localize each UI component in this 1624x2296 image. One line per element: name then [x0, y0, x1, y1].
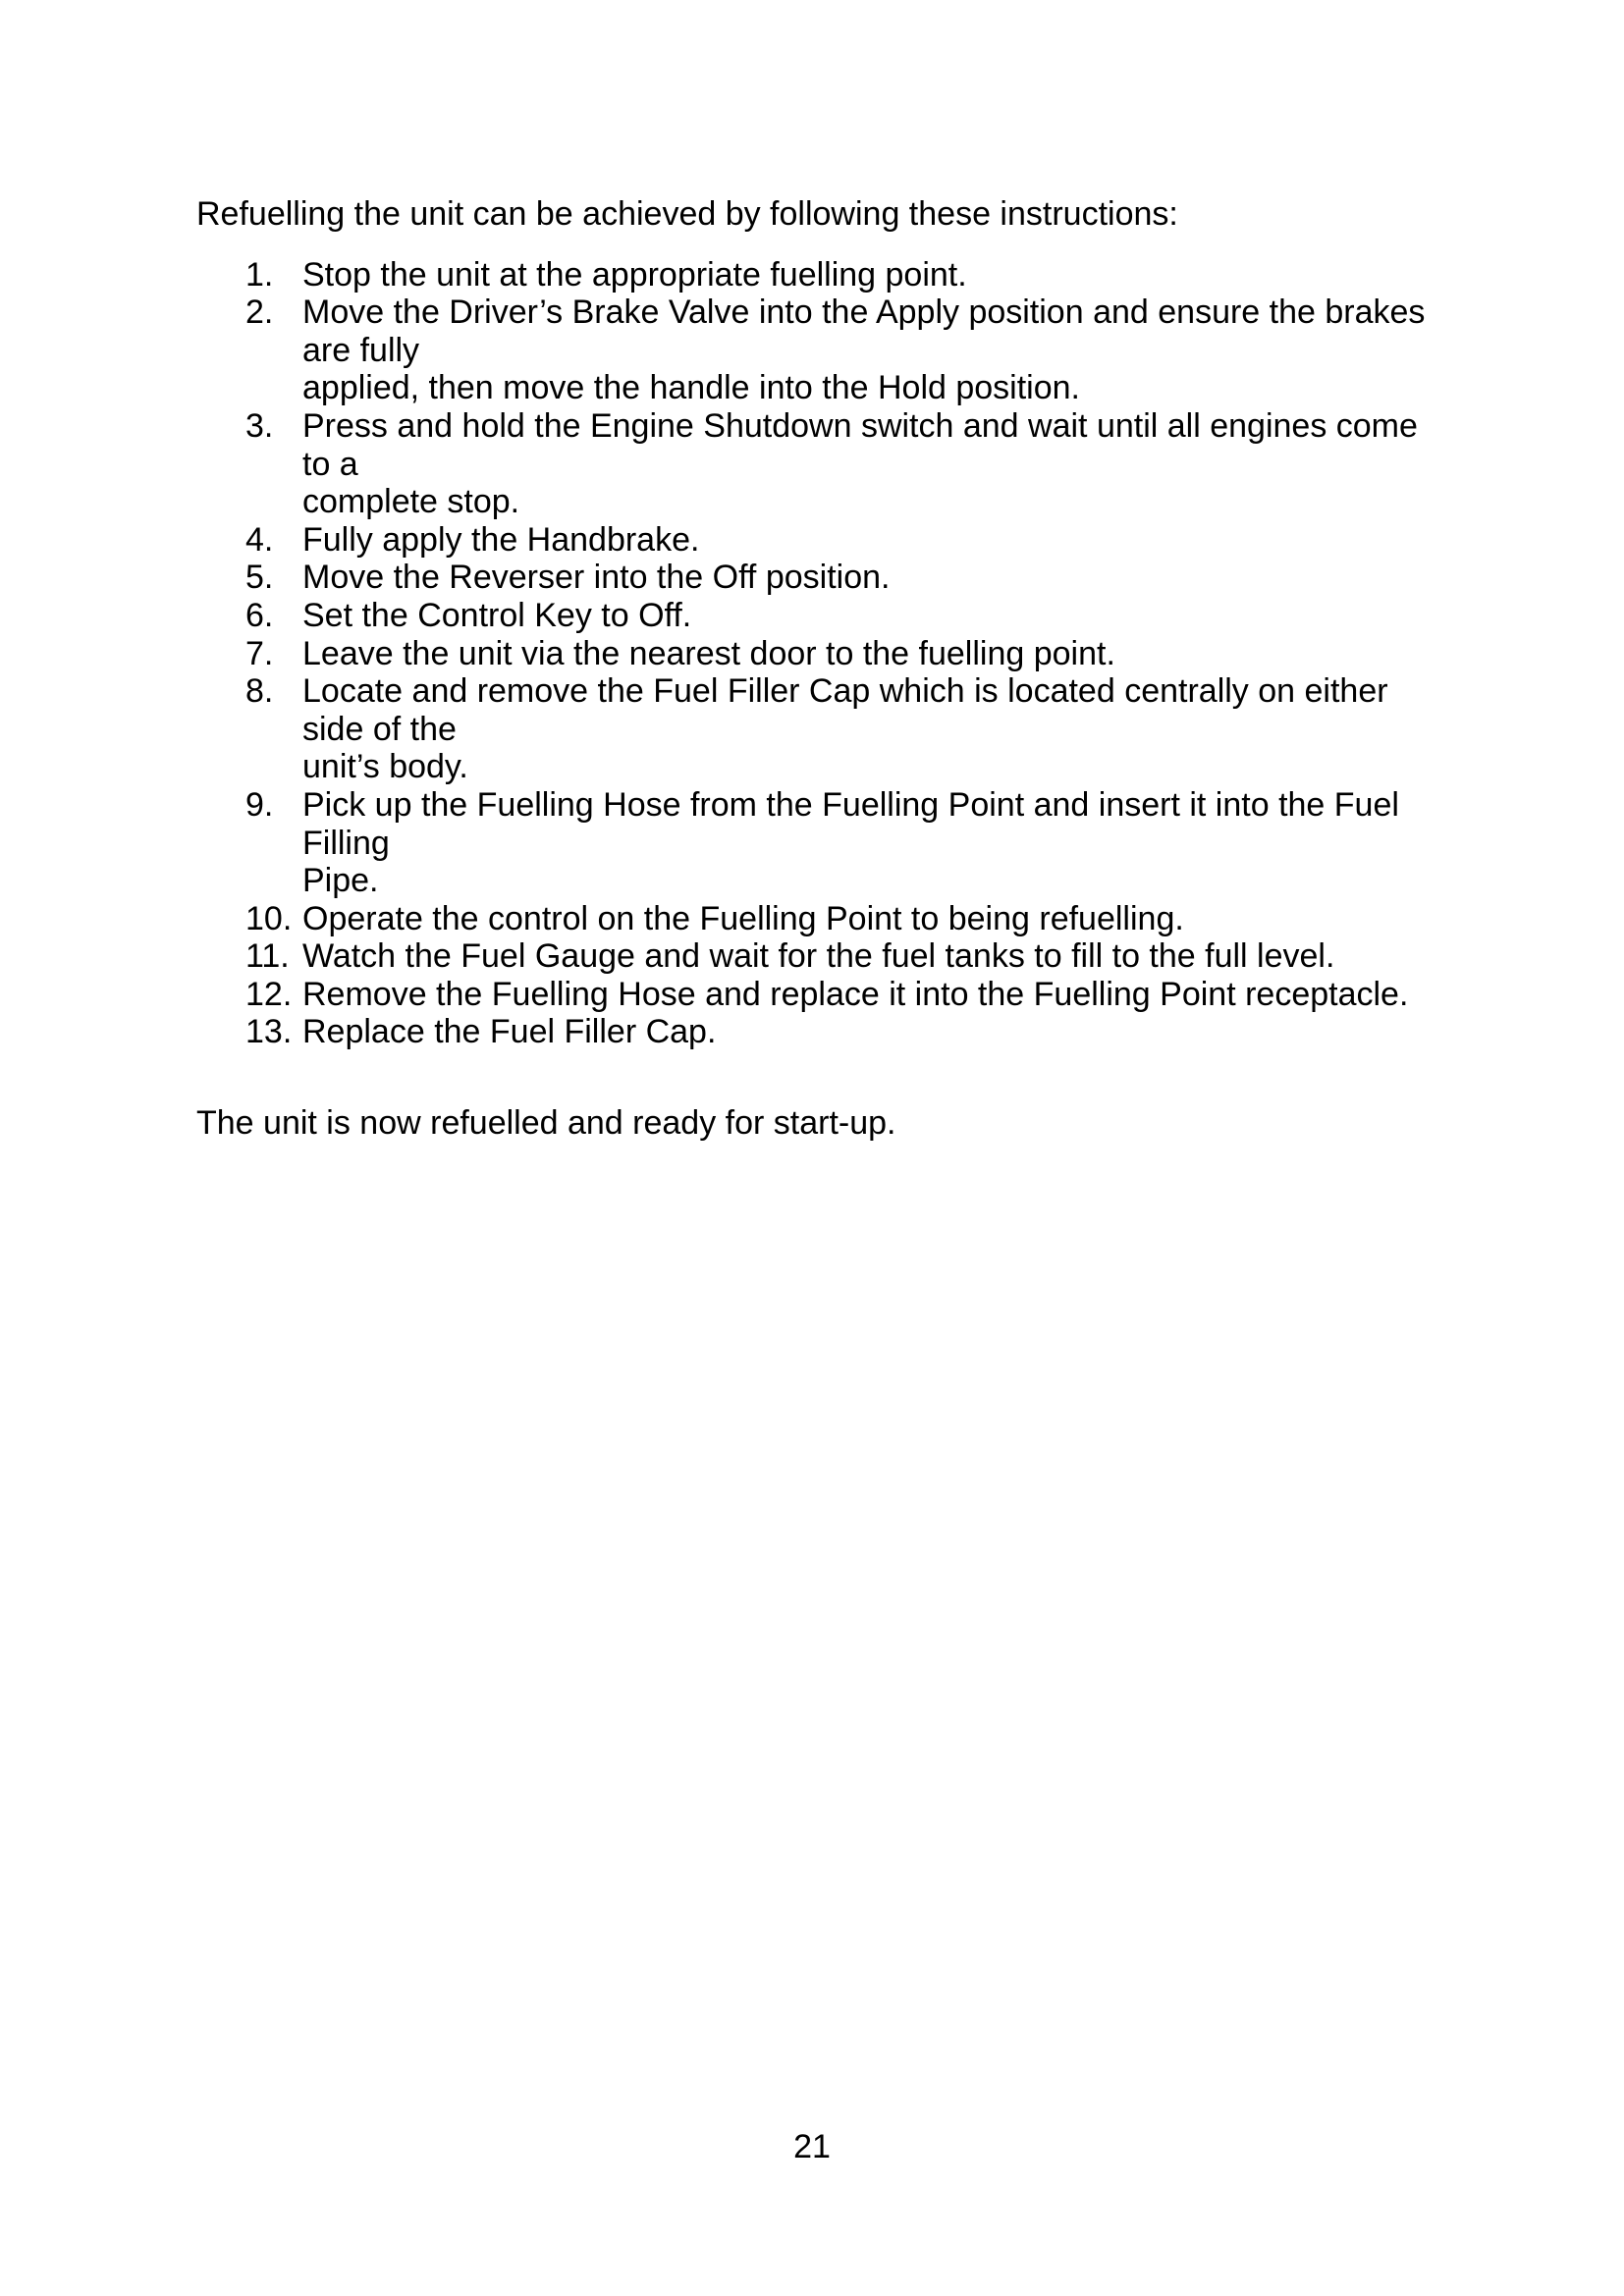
list-item-number: 9. — [245, 785, 274, 824]
list-item-text: Fully apply the Handbrake. — [302, 520, 700, 559]
list-item — [196, 900, 1428, 938]
list-item-text: Leave the unit via the nearest door to the fuelling point. — [302, 634, 1115, 672]
list-item — [196, 1013, 1428, 1051]
list-item-text: Stop the unit at the appropriate fuelling point. — [302, 255, 967, 294]
list-item-text: Replace the Fuel Filler Cap. — [302, 1013, 717, 1051]
list-item — [196, 294, 1428, 407]
closing-paragraph: The unit is now refuelled and ready for start-up. — [196, 1104, 896, 1143]
list-item-text: Press and hold the Engine Shutdown switch and wait until all engines come to a complete stop. — [302, 406, 1418, 521]
list-item-number: 8. — [245, 672, 274, 711]
list-item — [196, 407, 1428, 521]
list-item — [196, 635, 1428, 673]
list-item — [196, 786, 1428, 900]
list-item-text: Operate the control on the Fuelling Point to being refuelling. — [302, 899, 1184, 937]
list-item-number: 3. — [245, 406, 274, 445]
list-item-number: 5. — [245, 559, 274, 597]
list-item-number: 4. — [245, 520, 274, 559]
page-content — [196, 195, 1428, 1143]
list-item-number: 10. — [245, 899, 293, 937]
list-item — [196, 976, 1428, 1014]
list-item-text: Set the Control Key to Off. — [302, 596, 692, 634]
list-item-text: Move the Driver’s Brake Valve into the Apply position and ensure the brakes are fully applied, then move the handle into the Hold position. — [302, 294, 1426, 407]
list-item — [196, 597, 1428, 635]
list-item-text: Locate and remove the Fuel Filler Cap which is located centrally on either side of the unit’s body. — [302, 672, 1388, 786]
list-item — [196, 937, 1428, 976]
list-item-text: Remove the Fuelling Hose and replace it into the Fuelling Point receptacle. — [302, 975, 1409, 1013]
intro-paragraph: Refuelling the unit can be achieved by following these instructions: — [196, 195, 1178, 233]
list-item-number: 1. — [245, 255, 274, 294]
list-item — [196, 672, 1428, 786]
page-number: 21 — [793, 2128, 831, 2165]
list-item-number: 12. — [245, 975, 293, 1013]
list-item-number: 7. — [245, 634, 274, 672]
list-item — [196, 521, 1428, 560]
list-item — [196, 559, 1428, 597]
list-item-text: Watch the Fuel Gauge and wait for the fuel tanks to fill to the full level. — [302, 937, 1335, 976]
instruction-list — [196, 256, 1428, 1051]
list-item-text: Move the Reverser into the Off position. — [302, 559, 891, 597]
list-item-number: 2. — [245, 294, 274, 332]
list-item — [196, 256, 1428, 294]
list-item-text: Pick up the Fuelling Hose from the Fuelling Point and insert it into the Fuel Filling Pipe. — [302, 785, 1399, 900]
list-item-number: 13. — [245, 1013, 293, 1051]
list-item-number: 6. — [245, 596, 274, 634]
list-item-number: 11. — [245, 937, 290, 976]
